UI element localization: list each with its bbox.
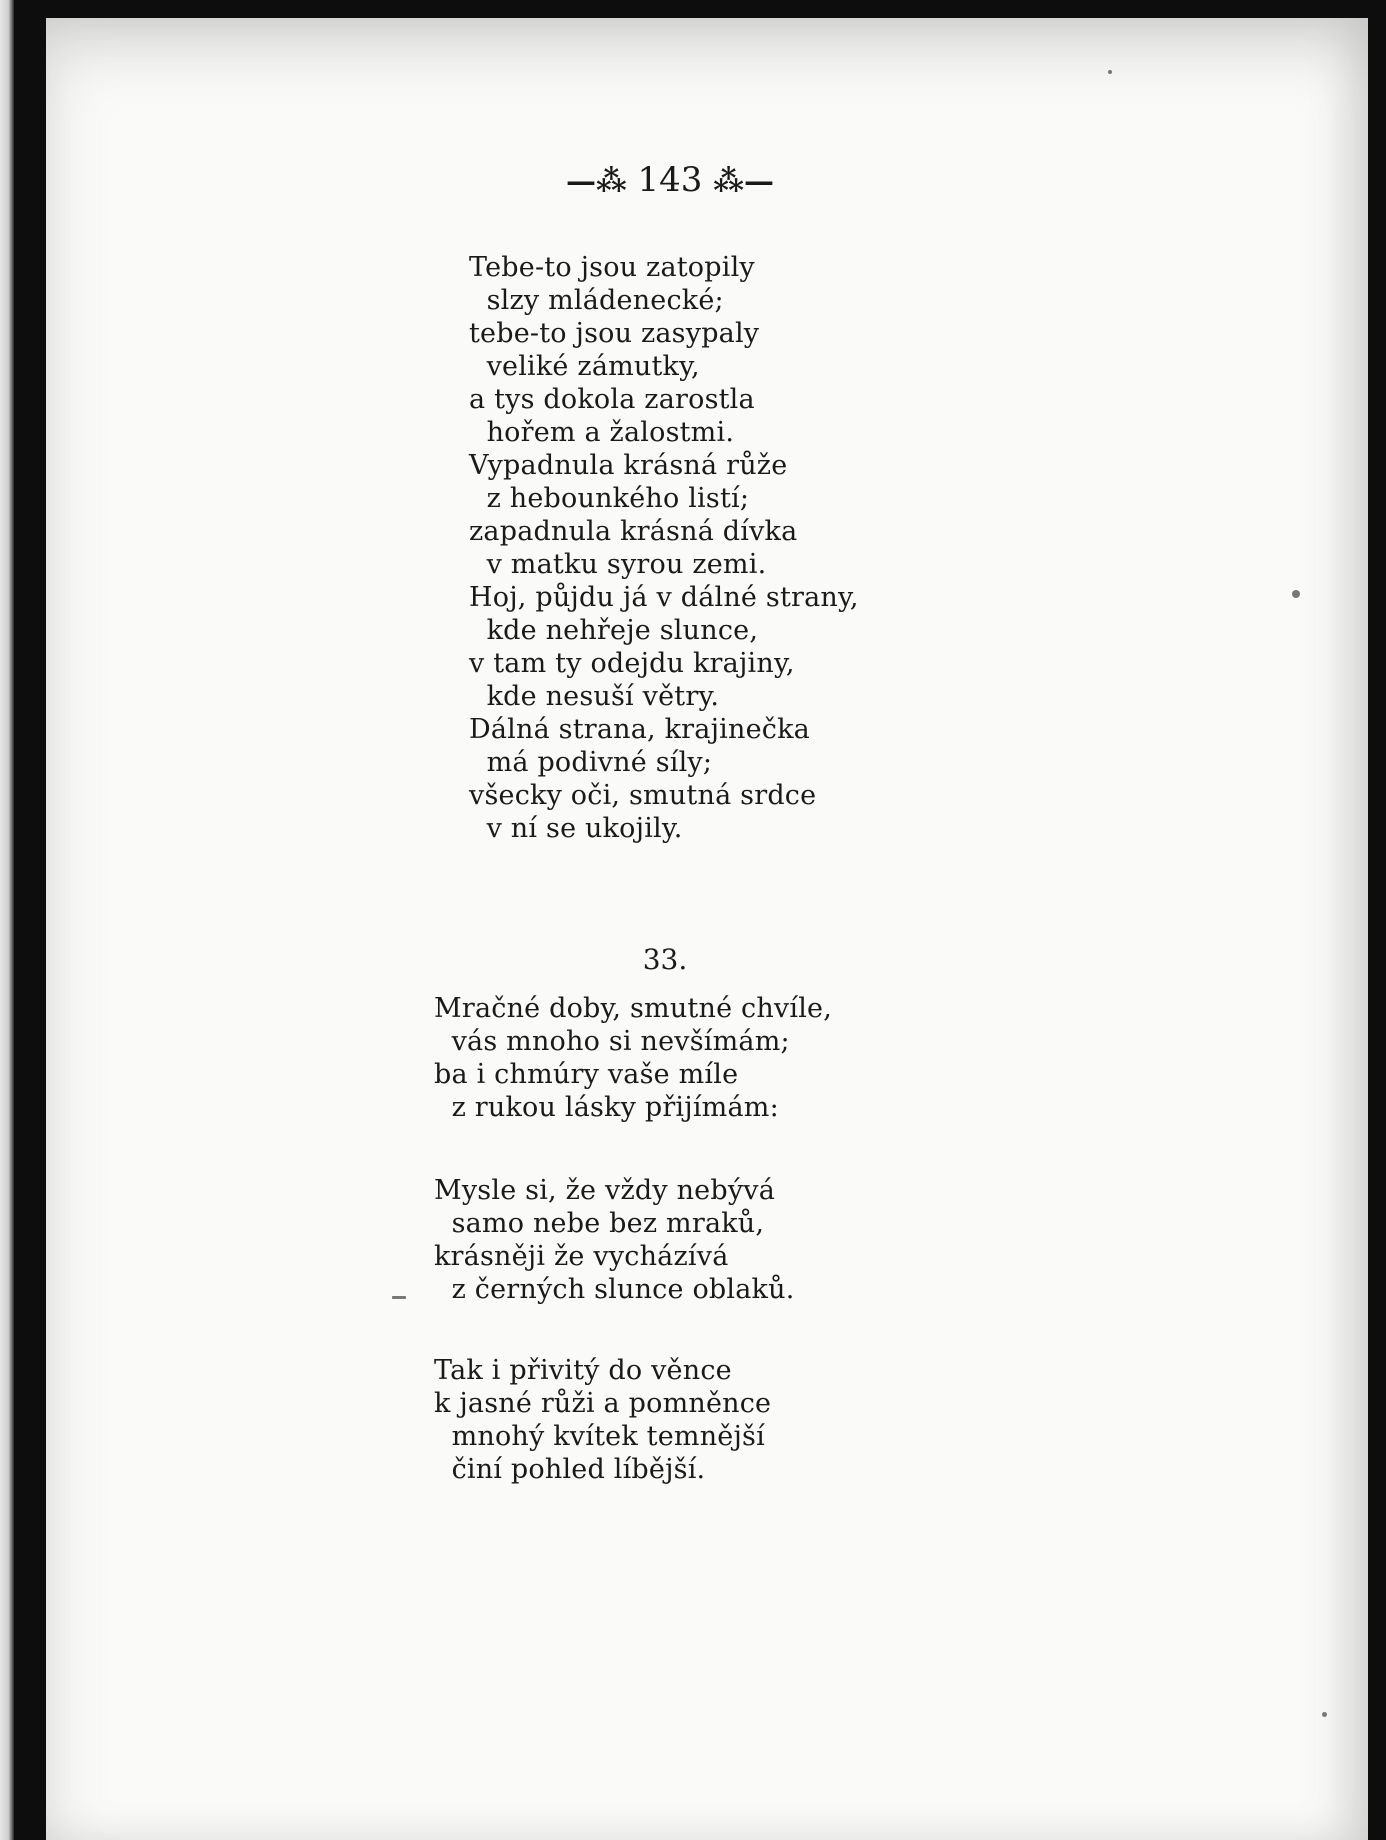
poem-line: zapadnula krásná dívka xyxy=(469,516,798,547)
ornament-right: ⁂— xyxy=(713,164,774,199)
poem-line: kde nehřeje slunce, xyxy=(469,615,759,646)
poem-line: činí pohled líbější. xyxy=(434,1454,706,1485)
page-header xyxy=(560,160,780,200)
ornament-left: —⁂ xyxy=(566,164,627,199)
poem-line: k jasné růži a pomněnce xyxy=(434,1388,772,1419)
poem-line: všecky oči, smutná srdce xyxy=(469,780,817,811)
poem-line: mnohý kvítek temnější xyxy=(434,1421,765,1452)
scan-speck xyxy=(1108,70,1112,74)
scan-speck xyxy=(1322,1712,1327,1717)
poem-line: z černých slunce oblaků. xyxy=(434,1274,795,1305)
poem-line: v ní se ukojily. xyxy=(469,813,683,844)
poem-line: Mračné doby, smutné chvíle, xyxy=(434,993,833,1024)
poem-line: ba i chmúry vaše míle xyxy=(434,1059,739,1090)
poem-line: vás mnoho si nevšímám; xyxy=(434,1026,790,1057)
poem-line: slzy mládenecké; xyxy=(469,285,724,316)
poem-line: veliké zámutky, xyxy=(469,351,700,382)
poem-line: v tam ty odejdu krajiny, xyxy=(469,648,795,679)
poem-line: kde nesuší větry. xyxy=(469,681,720,712)
poem-line: v matku syrou zemi. xyxy=(469,549,767,580)
poem-line: z rukou lásky přijímám: xyxy=(434,1092,779,1123)
previous-page-edge xyxy=(0,0,14,1840)
poem-line: hořem a žalostmi. xyxy=(469,417,735,448)
page-number: 143 xyxy=(637,160,703,200)
scan-speck xyxy=(392,1296,406,1299)
poem-line: má podivné síly; xyxy=(469,747,713,778)
poem-line: Hoj, půjdu já v dálné strany, xyxy=(469,582,859,613)
poem-line: tebe-to jsou zasypaly xyxy=(469,318,760,349)
poem-line: Dálná strana, krajinečka xyxy=(469,714,810,745)
poem-line: krásněji že vycházívá xyxy=(434,1241,729,1272)
poem-line: Tak i přivitý do věnce xyxy=(434,1355,732,1386)
poem-line: Mysle si, že vždy nebývá xyxy=(434,1175,776,1206)
poem-line: samo nebe bez mraků, xyxy=(434,1208,765,1239)
poem-line: z hebounkého listí; xyxy=(469,483,750,514)
poem-line: a tys dokola zarostla xyxy=(469,384,755,415)
section-number: 33. xyxy=(642,943,688,976)
scan-speck xyxy=(1292,590,1300,598)
poem-line: Vypadnula krásná růže xyxy=(469,450,788,481)
poem-line: Tebe-to jsou zatopily xyxy=(469,252,755,283)
